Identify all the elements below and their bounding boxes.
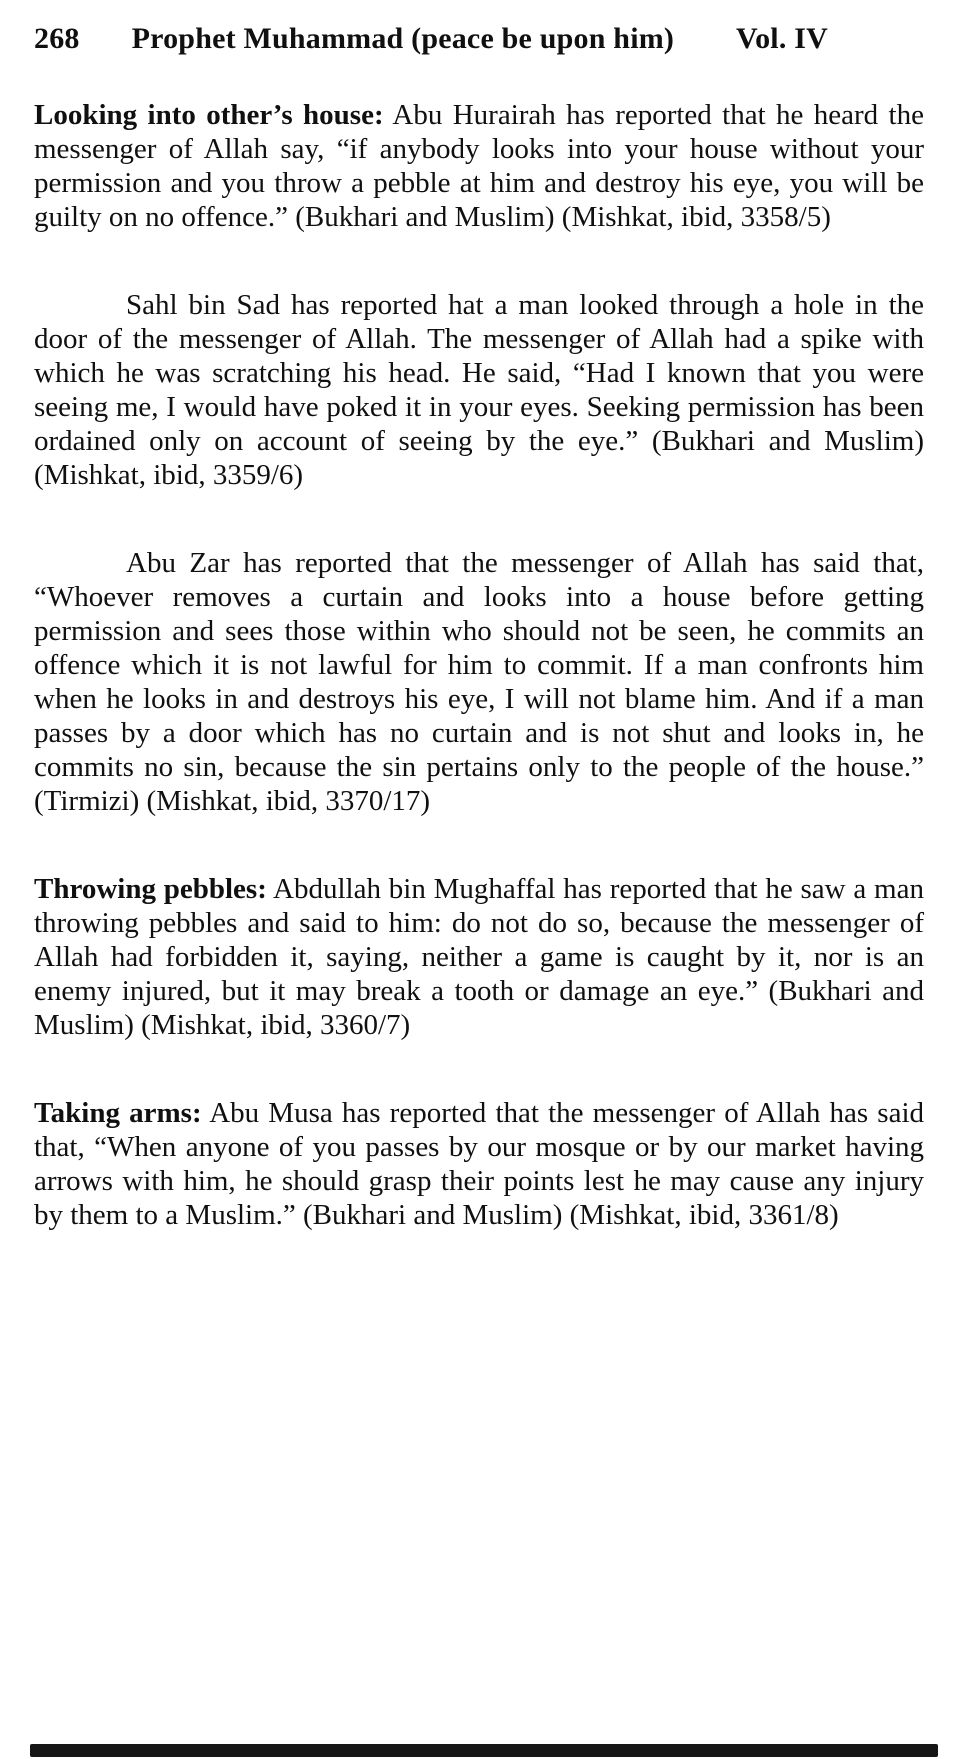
page-header — [34, 22, 924, 56]
paragraph-sahl-bin-sad — [34, 288, 924, 492]
paragraph-taking-arms — [34, 1096, 924, 1232]
page-content — [34, 98, 924, 1232]
paragraph-throwing-pebbles — [34, 872, 924, 1042]
volume-label: Vol. IV — [736, 22, 828, 55]
paragraph-text: Abdullah bin Mughaffal has reported that he saw a man throwing pebbles and said to him: do not do so, because the messenger of Allah had forbidden it, saying, neither a game is caught by it, nor is an enemy injured, but it may break a tooth or damage an eye.” (Bukhari and Muslim) (Mishkat, ibid, 3360/7) — [34, 873, 924, 1041]
paragraph-text: Abu Musa has reported that the messenger of Allah has said that, “When anyone of you passes by our mosque or by our market having arrows with him, he should grasp their points lest he may cause any injury by them to a Muslim.” (Bukhari and Muslim) (Mishkat, ibid, 3361/8) — [34, 1097, 925, 1231]
paragraph-lead: Looking into other’s house: — [34, 99, 384, 131]
paragraph-lead: Taking arms: — [34, 1097, 202, 1129]
paragraph-looking-into-others-house — [34, 98, 924, 234]
paragraph-lead: Throwing pebbles: — [34, 873, 267, 905]
page-number: 268 — [34, 22, 80, 55]
paragraph-abu-zar — [34, 546, 924, 818]
paragraph-text: Abu Zar has reported that the messenger of Allah has said that, “Whoever removes a curtain and looks into a house before getting permission and sees those within who should not be seen, he commits an offence which it is not lawful for him to commit. If a man confronts him when he looks in and destroys his eye, I will not blame him. And if a man passes by a door which has no curtain and is not shut and looks in, he commits no sin, because the sin pertains only to the people of the house.” (Tirmizi) (Mishkat, ibid, 3370/17) — [34, 547, 924, 817]
scan-artifact-bar — [30, 1744, 938, 1757]
book-title: Prophet Muhammad (peace be upon him) — [131, 22, 675, 55]
paragraph-text: Abu Hurairah has reported that he heard the messenger of Allah say, “if anybody looks into your house without your permission and you throw a pebble at him and destroy his eye, you will be guilty on no offence.” (Bukhari and Muslim) (Mishkat, ibid, 3358/5) — [34, 99, 924, 233]
paragraph-text: Sahl bin Sad has reported hat a man looked through a hole in the door of the messenger of Allah. The messenger of Allah had a spike with which he was scratching his head. He said, “Had I known that you were seeing me, I would have poked it in your eyes. Seeking permission has been ordained only on account of seeing by the eye.” (Bukhari and Muslim) (Mishkat, ibid, 3359/6) — [34, 289, 924, 491]
